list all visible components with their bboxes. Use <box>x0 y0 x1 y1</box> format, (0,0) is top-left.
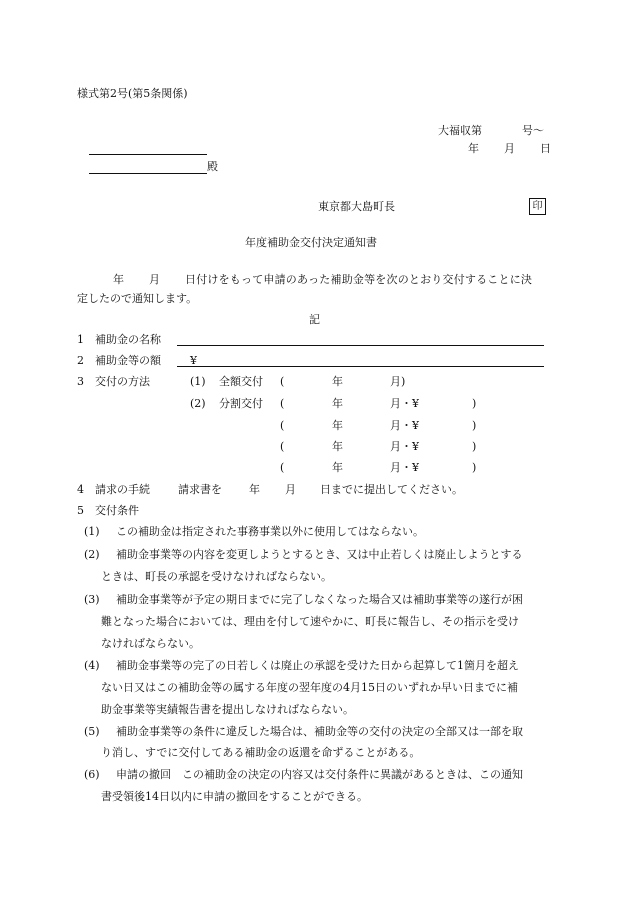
item-2-line <box>177 366 544 367</box>
split-close: ) <box>472 461 477 474</box>
condition-6-number: (6) <box>84 768 100 781</box>
date-year: 年 <box>468 142 479 155</box>
item-4-label: 請求の手続 <box>95 483 150 496</box>
split-open: ( <box>280 419 285 432</box>
item-1-label: 補助金の名称 <box>95 333 161 346</box>
doc-number-label: 大福収第 <box>438 124 482 137</box>
split-open: ( <box>280 461 285 474</box>
ki-heading: 記 <box>309 313 320 326</box>
split-month: 月・¥ <box>390 440 419 453</box>
addressee-line-2 <box>89 173 207 174</box>
condition-2-number: (2) <box>84 548 100 561</box>
addressee-suffix: 殿 <box>207 160 218 173</box>
condition-3-text: なければならない。 <box>101 637 200 650</box>
method-2-number: (2) <box>190 397 206 410</box>
item-3-label: 交付の方法 <box>95 375 150 388</box>
issuer: 東京都大島町長 <box>318 200 395 213</box>
method-1-open: ( <box>280 375 285 388</box>
split-month: 月・¥ <box>390 461 419 474</box>
method-1-number: (1) <box>190 375 206 388</box>
item-4-request: 請求書を <box>178 483 222 496</box>
item-2-number: 2 <box>77 354 84 367</box>
method-1-year: 年 <box>332 375 343 388</box>
date-month: 月 <box>504 142 515 155</box>
condition-4-text: ない日又はこの補助金等の属する年度の翌年度の4月15日のいずれか早い日までに補 <box>101 681 518 694</box>
split-year: 年 <box>332 461 343 474</box>
split-close: ) <box>472 397 477 410</box>
condition-6-text: 書受領後14日以内に申請の撤回をすることができる。 <box>101 790 368 803</box>
method-1-label: 全額交付 <box>219 375 263 388</box>
item-5-label: 交付条件 <box>95 504 139 517</box>
condition-3-text: 補助金事業等が予定の期日までに完了しなくなった場合又は補助事業等の遂行が困 <box>116 593 523 606</box>
method-1-month: 月) <box>390 375 406 388</box>
item-4-deadline: 日までに提出してください。 <box>320 483 463 496</box>
item-1-number: 1 <box>77 333 84 346</box>
condition-6-text: 申請の撤回 この補助金の決定の内容又は交付条件に異議があるときは、この通知 <box>116 768 523 781</box>
intro-text-1: 日付けをもって申請のあった補助金等を次のとおり交付することに決 <box>185 273 533 286</box>
doc-number-suffix: 号〜 <box>522 124 544 137</box>
addressee-line-1 <box>89 154 207 155</box>
item-4-month: 月 <box>285 483 296 496</box>
date-day: 日 <box>540 142 551 155</box>
condition-1-text: この補助金は指定された事務事業以外に使用してはならない。 <box>116 525 424 538</box>
split-year: 年 <box>332 397 343 410</box>
split-close: ) <box>472 419 477 432</box>
item-4-year: 年 <box>249 483 260 496</box>
item-5-number: 5 <box>77 504 84 517</box>
split-close: ) <box>472 440 477 453</box>
condition-4-number: (4) <box>84 659 100 672</box>
split-year: 年 <box>332 440 343 453</box>
item-2-label: 補助金等の額 <box>95 354 161 367</box>
item-1-line <box>177 345 544 346</box>
method-2-label: 分割交付 <box>219 397 263 410</box>
intro-year: 年 <box>113 273 124 286</box>
condition-2-text: ときは、町長の承認を受けなければならない。 <box>101 570 332 583</box>
document-title: 年度補助金交付決定通知書 <box>245 236 377 249</box>
condition-5-text: 補助金事業等の条件に違反した場合は、補助金等の交付の決定の全部又は一部を取 <box>116 725 523 738</box>
condition-1-number: (1) <box>84 525 100 538</box>
split-open: ( <box>280 397 285 410</box>
item-2-yen: ¥ <box>190 354 197 367</box>
item-4-number: 4 <box>77 483 84 496</box>
condition-5-text: り消し、すでに交付してある補助金の返還を命ずることがある。 <box>101 746 421 759</box>
split-month: 月・¥ <box>390 397 419 410</box>
item-3-number: 3 <box>77 375 84 388</box>
split-month: 月・¥ <box>390 419 419 432</box>
condition-2-text: 補助金事業等の内容を変更しようとするとき、又は中止若しくは廃止しようとする <box>116 548 523 561</box>
split-open: ( <box>280 440 285 453</box>
intro-text-2: 定したので通知します。 <box>77 292 198 305</box>
condition-5-number: (5) <box>84 725 100 738</box>
form-number: 様式第2号(第5条関係) <box>77 87 188 100</box>
intro-month: 月 <box>149 273 160 286</box>
condition-4-text: 補助金事業等の完了の日若しくは廃止の承認を受けた日から起算して1箇月を超え <box>116 659 519 672</box>
condition-3-number: (3) <box>84 593 100 606</box>
condition-3-text: 難となった場合においては、理由を付して速やかに、町長に報告し、その指示を受け <box>101 615 519 628</box>
seal-mark: 印 <box>529 198 546 215</box>
split-year: 年 <box>332 419 343 432</box>
condition-4-text: 助金事業等実績報告書を提出しなければならない。 <box>101 703 354 716</box>
